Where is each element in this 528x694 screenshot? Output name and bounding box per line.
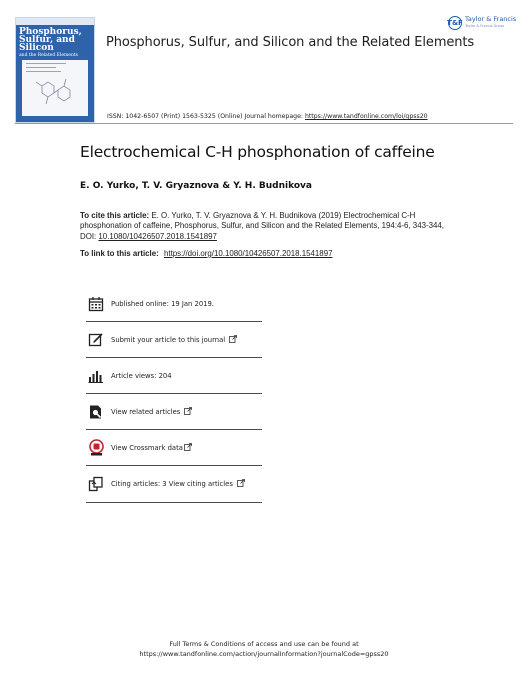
published-online-item	[86, 286, 262, 322]
submit-article-item[interactable]	[86, 322, 262, 358]
taylor-francis-logo[interactable]	[448, 15, 520, 31]
journal-homepage-link[interactable]: https://www.tandfonline.com/loi/gpss20	[304, 113, 428, 120]
cover-title-line: Sulfur, and	[19, 35, 75, 45]
external-link-icon	[229, 335, 237, 345]
published-online-text: Published online: 19 Jan 2019.	[111, 299, 214, 308]
terms-url[interactable]: https://www.tandfonline.com/action/journalInformation?journalCode=gpss20	[139, 649, 389, 658]
article-link-block	[80, 249, 332, 258]
citation-block	[80, 211, 450, 242]
cover-subtitle: and the Related Elements	[19, 53, 78, 58]
cover-title-line: Phosphorus,	[19, 27, 82, 37]
submit-article-text: Submit your article to this journal	[111, 335, 226, 344]
citation-label: To cite this article:	[80, 211, 150, 220]
header-divider	[15, 123, 513, 124]
citing-articles-item[interactable]	[86, 466, 262, 503]
related-articles-icon	[87, 403, 105, 421]
issn-text: ISSN: 1042-6507 (Print) 1563-5325 (Online) Journal homepage:	[107, 113, 303, 120]
crossmark-icon	[87, 439, 105, 457]
tf-brand-name: Taylor & Francis	[465, 15, 517, 23]
article-views-item	[86, 358, 262, 394]
terms-text: Full Terms & Conditions of access and use can be found at	[169, 640, 359, 648]
crossmark-item[interactable]	[86, 430, 262, 466]
external-link-icon	[184, 443, 192, 453]
terms-footer	[0, 640, 528, 659]
external-link-icon	[184, 407, 192, 417]
crossmark-text: View Crossmark data	[111, 443, 183, 452]
cover-title	[16, 25, 94, 53]
related-articles-text: View related articles	[111, 407, 181, 416]
cover-molecule-graphic	[32, 76, 78, 110]
cover-title-line: Silicon	[19, 43, 54, 53]
related-articles-item[interactable]	[86, 394, 262, 430]
citing-articles-icon	[87, 475, 105, 493]
article-info-list	[86, 286, 262, 503]
journal-name: Phosphorus, Sulfur, and Silicon and the Related Elements	[106, 35, 475, 50]
external-link-icon	[237, 479, 245, 489]
article-views-text: Article views: 204	[111, 371, 172, 380]
article-doi-url-link[interactable]: https://doi.org/10.1080/10426507.2018.1541897	[163, 249, 333, 258]
citing-articles-text: Citing articles: 3 View citing articles	[111, 480, 233, 488]
tf-tagline: Taylor & Francis Group	[465, 24, 505, 28]
journal-cover-image	[15, 17, 95, 123]
cover-graphic-panel	[22, 60, 88, 116]
link-label: To link to this article:	[80, 249, 159, 258]
submit-article-icon	[87, 331, 105, 349]
doi-link[interactable]: 10.1080/10426507.2018.1541897	[98, 231, 217, 241]
cover-top-strip	[16, 18, 94, 25]
issn-line	[107, 113, 428, 120]
citation-text: E. O. Yurko, T. V. Gryaznova & Y. H. Budnikova (2019) Electrochemical C-H phosphonation of caffeine, Phosphorus, Sulfur, and Silicon and the Related Elements, 194:4-6, 343-344, DOI:	[80, 211, 444, 241]
calendar-icon	[87, 295, 105, 313]
views-chart-icon	[87, 367, 105, 385]
article-authors: E. O. Yurko, T. V. Gryaznova & Y. H. Budnikova	[80, 181, 312, 191]
article-title: Electrochemical C-H phosphonation of caffeine	[80, 143, 435, 161]
tf-mark-icon: T&F	[448, 16, 462, 30]
